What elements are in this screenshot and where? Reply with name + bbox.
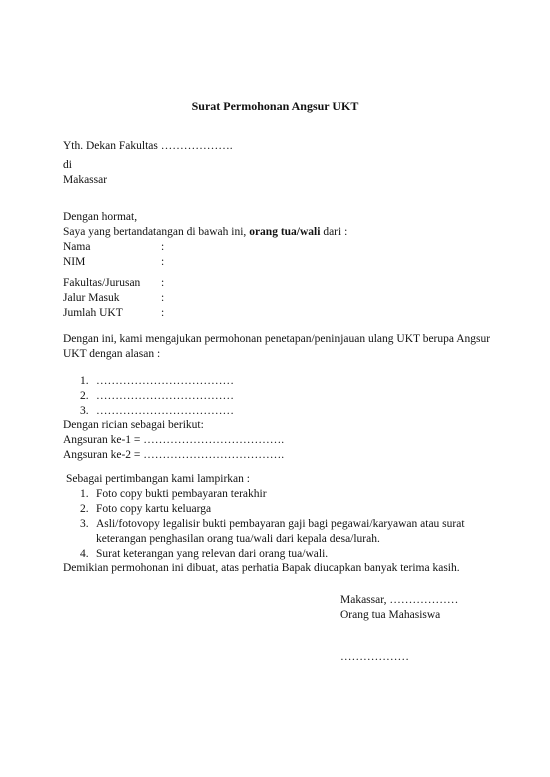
installment-2: Angsuran ke-2 = ………………………………. — [63, 449, 285, 461]
field-label: NIM — [63, 256, 86, 268]
field-sep: : — [161, 292, 165, 304]
field-fakultas — [63, 276, 164, 290]
reason-num: 1. — [80, 375, 89, 387]
attachments-intro: Sebagai pertimbangan kami lampirkan : — [66, 473, 250, 485]
reason-text: ……………………………… — [96, 375, 234, 387]
field-label: Fakultas/Jurusan — [63, 277, 141, 289]
field-label: Jumlah UKT — [63, 307, 123, 319]
field-jumlah-ukt — [63, 306, 164, 320]
attachment-num: 4. — [80, 548, 89, 560]
intro-line — [63, 225, 347, 239]
field-sep: : — [161, 241, 165, 253]
attachment-item — [80, 517, 465, 531]
details-intro: Dengan rician sebagai berikut: — [63, 419, 204, 431]
reason-text: ……………………………… — [96, 390, 234, 402]
attachment-continuation: keterangan penghasilan orang tua/wali dari kepala desa/lurah. — [96, 533, 380, 545]
recipient-di: di — [63, 159, 72, 171]
attachment-text: Foto copy bukti pembayaran terakhir — [96, 488, 267, 500]
intro-after: dari : — [320, 226, 348, 238]
attachment-item — [80, 547, 328, 561]
attachment-num: 3. — [80, 518, 89, 530]
attachment-item — [80, 502, 211, 516]
field-label: Jalur Masuk — [63, 292, 120, 304]
reason-item — [80, 389, 234, 403]
signature-name: ……………… — [340, 651, 409, 663]
closing-line: Demikian permohonan ini dibuat, atas perhatia Bapak diucapkan banyak terima kasih. — [63, 562, 460, 574]
attachment-num: 1. — [80, 488, 89, 500]
attachment-text: Asli/fotovopy legalisir bukti pembayaran gaji bagi pegawai/karyawan atau surat — [96, 518, 465, 530]
field-label: Nama — [63, 241, 91, 253]
field-sep: : — [161, 256, 165, 268]
recipient-city: Makassar — [63, 174, 108, 186]
attachment-item — [80, 487, 267, 501]
attachment-text: Surat keterangan yang relevan dari orang tua/wali. — [96, 548, 329, 560]
field-nim — [63, 255, 164, 269]
request-line1: Dengan ini, kami mengajukan permohonan penetapan/peninjauan ulang UKT berupa Angsur — [63, 333, 491, 345]
attachment-num: 2. — [80, 503, 89, 515]
signature-role: Orang tua Mahasiswa — [340, 609, 441, 621]
field-nama — [63, 240, 164, 254]
greeting: Dengan hormat, — [63, 211, 138, 223]
intro-before: Saya yang bertandatangan di bawah ini, — [63, 226, 250, 238]
installment-1: Angsuran ke-1 = ………………………………. — [63, 434, 285, 446]
field-sep: : — [161, 307, 165, 319]
reason-item — [80, 404, 234, 418]
attachment-text: Foto copy kartu keluarga — [96, 503, 212, 515]
letter-title: Surat Permohonan Angsur UKT — [191, 99, 359, 113]
reason-text: ……………………………… — [96, 405, 234, 417]
reason-num: 3. — [80, 405, 89, 417]
reason-num: 2. — [80, 390, 89, 402]
recipient-line: Yth. Dekan Fakultas ………………. — [63, 140, 233, 152]
reason-item — [80, 374, 234, 388]
intro-bold: orang tua/wali — [249, 226, 321, 238]
signature-place-date: Makassar, ……………… — [340, 594, 459, 606]
field-jalur — [63, 291, 164, 305]
request-line2: UKT dengan alasan : — [63, 348, 161, 360]
field-sep: : — [161, 277, 165, 289]
